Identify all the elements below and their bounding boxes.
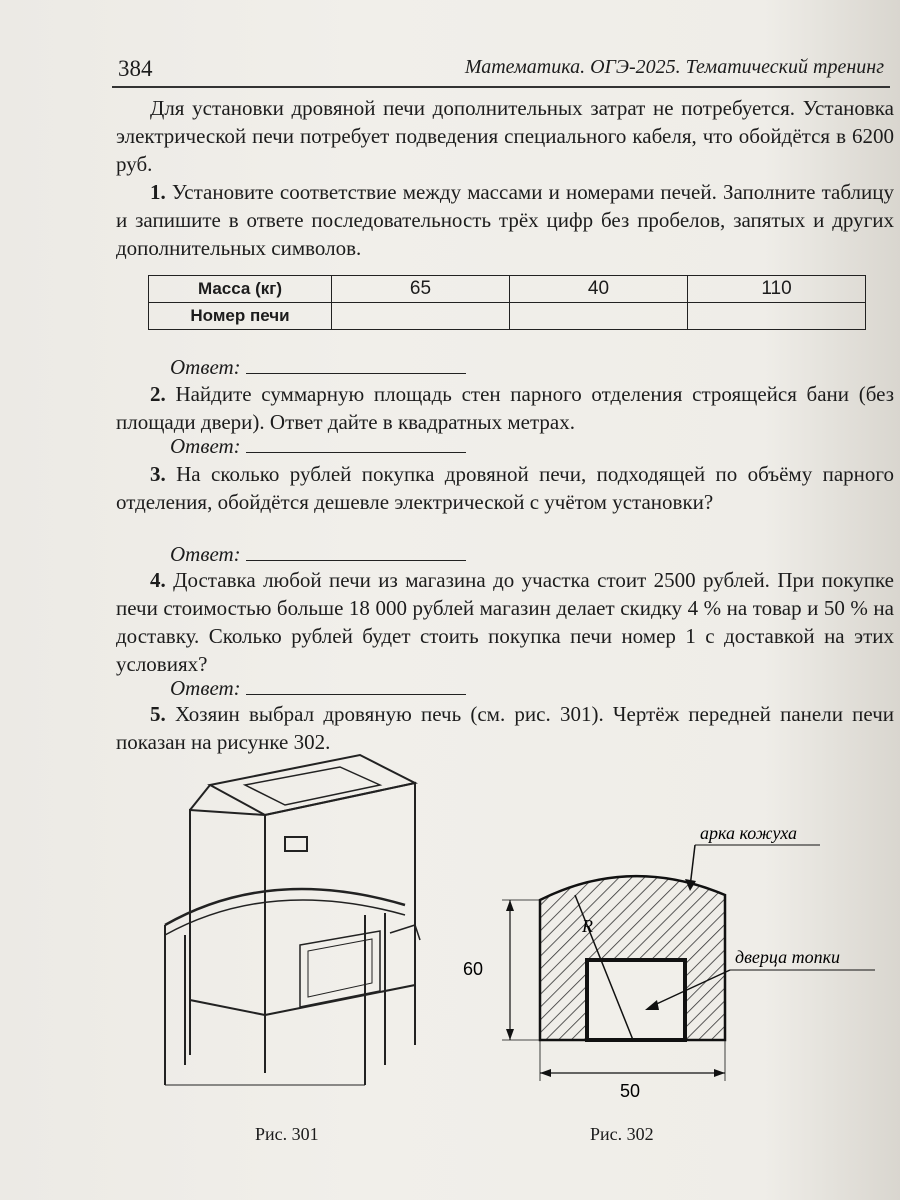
table-row — [149, 276, 866, 303]
task-2 — [116, 380, 894, 436]
mass-value: 110 — [688, 276, 866, 303]
stove-illustration — [150, 755, 440, 1095]
answer-label: Ответ: — [170, 542, 241, 566]
task-5-text: Хозяин выбрал дровяную печь (см. рис. 301). Чертёж передней панели печи показан на рисунке 302. — [116, 702, 894, 754]
answer-line[interactable] — [246, 676, 466, 695]
figure-302-caption: Рис. 302 — [590, 1124, 654, 1144]
task-1 — [116, 178, 894, 262]
answer-cell[interactable] — [510, 303, 688, 330]
door-label: дверца топки — [735, 947, 841, 967]
task-3-number: 3. — [150, 462, 166, 486]
task-3 — [116, 460, 894, 516]
firebox-door — [587, 960, 685, 1040]
arch-label: арка кожуха — [700, 823, 798, 843]
width-dimension: 50 — [620, 1081, 641, 1101]
answer-cell[interactable] — [332, 303, 510, 330]
page-number: 384 — [118, 56, 153, 81]
height-dimension: 60 — [463, 959, 484, 979]
answer-3 — [170, 542, 466, 567]
answer-label: Ответ: — [170, 434, 241, 458]
task-4-number: 4. — [150, 568, 166, 592]
table-row — [149, 303, 866, 330]
intro-text: Для установки дровяной печи дополнительных затрат не потребуется. Установка электрической печи потребует подведения специального кабеля, что обойдётся в 6200 руб. — [116, 96, 894, 176]
page-header — [112, 48, 890, 88]
task-2-text: Найдите суммарную площадь стен парного отделения строящейся бани (без площади двери). Ответ дайте в квадратных метрах. — [116, 382, 894, 434]
radius-label: R — [582, 916, 593, 936]
answer-label: Ответ: — [170, 355, 241, 379]
mass-value: 40 — [510, 276, 688, 303]
intro-paragraph — [116, 94, 894, 178]
figure-301-caption: Рис. 301 — [255, 1124, 319, 1144]
mass-value: 65 — [332, 276, 510, 303]
mass-header: Масса (кг) — [149, 276, 332, 303]
answer-line[interactable] — [246, 542, 466, 561]
answer-1 — [170, 355, 466, 380]
answer-line[interactable] — [246, 434, 466, 453]
task-5-number: 5. — [150, 702, 166, 726]
task-1-text: Установите соответствие между массами и номерами печей. Заполните таблицу и запишите в ответе последовательность трёх цифр без пробелов, запятых и других дополнительных символов. — [116, 180, 894, 260]
task-2-number: 2. — [150, 382, 166, 406]
task-4 — [116, 566, 894, 678]
answer-cell[interactable] — [688, 303, 866, 330]
answer-4 — [170, 676, 466, 701]
answer-label: Ответ: — [170, 676, 241, 700]
stove-number-header: Номер печи — [149, 303, 332, 330]
task-1-number: 1. — [150, 180, 166, 204]
task-3-text: На сколько рублей покупка дровяной печи, подходящей по объёму парного отделения, обойдётся дешевле электрической с учётом установки? — [116, 462, 894, 514]
front-panel-drawing — [463, 815, 890, 1120]
running-title: Математика. ОГЭ-2025. Тематический тренинг — [464, 56, 884, 78]
stove-top-face — [210, 755, 415, 815]
task-4-text: Доставка любой печи из магазина до участка стоит 2500 рублей. При покупке печи стоимостью больше 18 000 рублей магазин делает скидку 4 % на товар и 50 % на доставку. Сколько рублей будет стоить покупка печи номер 1 с доставкой на этих условиях? — [116, 568, 894, 676]
answer-2 — [170, 434, 466, 459]
task-5 — [116, 700, 894, 756]
answer-line[interactable] — [246, 355, 466, 374]
mass-table — [148, 275, 866, 330]
